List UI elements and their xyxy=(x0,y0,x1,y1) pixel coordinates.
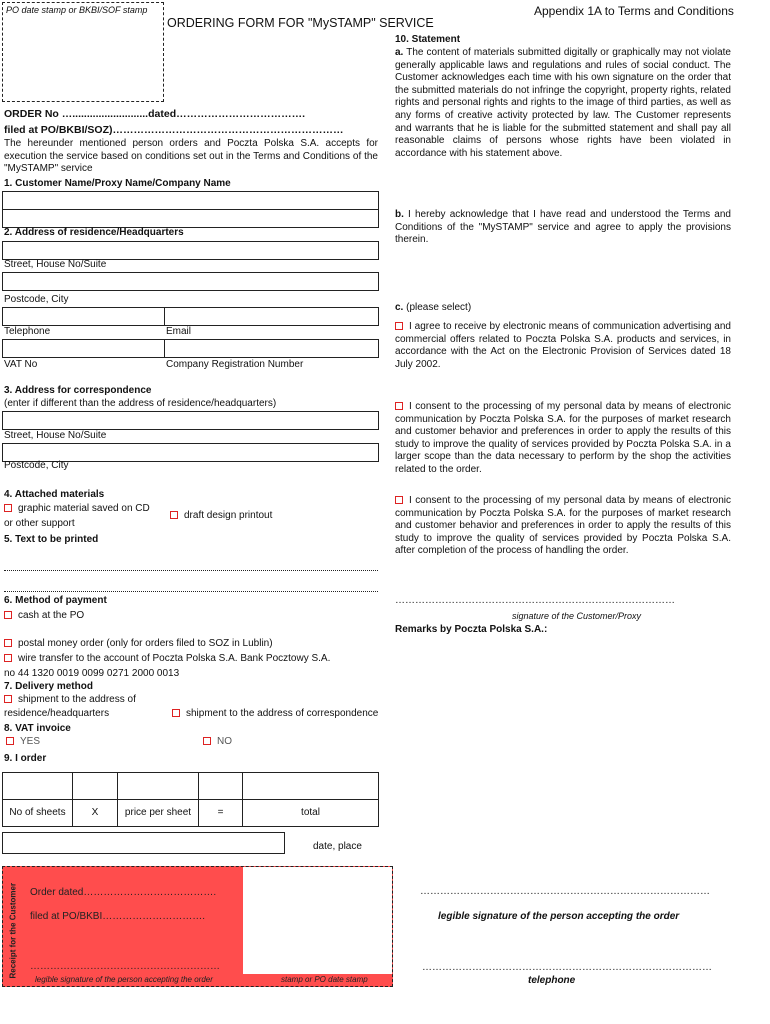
checkbox[interactable] xyxy=(6,737,14,745)
checkbox[interactable] xyxy=(172,709,180,717)
x-label: X xyxy=(91,807,99,818)
total-cell xyxy=(242,799,379,827)
checkbox[interactable] xyxy=(4,695,12,703)
postcode-label: Postcode, City xyxy=(4,294,69,305)
option-draft[interactable] xyxy=(170,510,272,521)
section-3-title: 3. Address for correspondence xyxy=(4,385,152,396)
street-label: Street, House No/Suite xyxy=(4,259,107,270)
text-line-1[interactable] xyxy=(4,570,378,571)
option-postal-order-label: postal money order (only for orders filed to SOZ in Lublin) xyxy=(18,638,273,649)
option-ship-residence-label-2: residence/headquarters xyxy=(4,708,110,719)
total-label: total xyxy=(301,807,320,818)
section-6-title: 6. Method of payment xyxy=(4,595,107,606)
vat-no-field[interactable] xyxy=(2,339,165,358)
statement-c-label: c. xyxy=(395,302,404,313)
option-draft-label: draft design printout xyxy=(184,510,273,521)
statement-a-text: The content of materials submitted digitally or graphically may not violate generally applicable laws and regulations and rules of social conduct. The Customer acknowledges each time with his own signature on the order that the submitted materials do not infringe the copyright, property rights, related rights and personal rights and rights to the image of third parties, as well as any forms of creative activity protected by law. The Customer represents and warrants that he is liable for the submitted statement and shall pay all reasonable claims of persons whose rights have been violated in accordance with his statement above. xyxy=(395,47,731,159)
checkbox[interactable] xyxy=(170,511,178,519)
filed-at-line: filed at PO/BKBI/SOZ)………………………………………………………… xyxy=(4,124,344,136)
option-cd-label: graphic material saved on CD xyxy=(18,503,150,514)
checkbox[interactable] xyxy=(395,322,403,330)
option-wire-label: wire transfer to the account of Poczta Polska S.A. Bank Pocztowy S.A. xyxy=(18,653,331,664)
intro-text: The hereunder mentioned person orders and Poczta Polska S.A. accepts for execution the service based on conditions set out in the Terms and Conditions of the "MySTAMP" service xyxy=(4,138,378,175)
option-ship-residence-label: shipment to the address of xyxy=(18,694,136,705)
date-place-label: date, place xyxy=(313,841,362,852)
customer-name-field-2[interactable] xyxy=(2,209,379,228)
receipt-legible-signature: legible signature of the person accepting the order xyxy=(35,975,213,984)
sheets-input[interactable] xyxy=(2,772,73,800)
checkbox[interactable] xyxy=(395,402,403,410)
price-cell xyxy=(117,799,199,827)
signature-label: signature of the Customer/Proxy xyxy=(512,611,642,621)
section-5-title: 5. Text to be printed xyxy=(4,534,99,545)
stamp-label: PO date stamp or BKBI/SOF stamp xyxy=(6,5,148,15)
option-vat-yes-label: YES xyxy=(20,736,41,747)
consent-1-text: I agree to receive by electronic means of communication advertising and commercial offers related to Poczta Polska S.A. products and services, in accordance with the Act on the Electronic Provision of Services dated 18 July 2002. xyxy=(395,321,731,370)
section-4-title: 4. Attached materials xyxy=(4,489,105,500)
option-vat-no[interactable] xyxy=(203,736,232,747)
receipt-dots: ………………………………………………… xyxy=(30,961,220,972)
form-title: ORDERING FORM FOR "MySTAMP" SERVICE xyxy=(167,16,434,30)
right-legible-signature: legible signature of the person accepting the order xyxy=(438,911,680,922)
option-vat-yes[interactable] xyxy=(6,736,40,747)
option-cd[interactable] xyxy=(4,503,150,514)
checkbox[interactable] xyxy=(395,496,403,504)
option-vat-no-label: NO xyxy=(217,736,232,747)
price-label: price per sheet xyxy=(124,807,192,818)
email-field[interactable] xyxy=(164,307,379,326)
statement-b xyxy=(395,209,731,247)
statement-b-text: I hereby acknowledge that I have read and understood the Terms and Conditions of the "MySTAMP" service and agree to apply the provisions therein. xyxy=(395,209,731,246)
remarks-label: Remarks by Poczta Polska S.A.: xyxy=(395,624,548,635)
section-8-title: 8. VAT invoice xyxy=(4,723,71,734)
consent-1[interactable] xyxy=(395,321,731,371)
consent-3[interactable] xyxy=(395,495,731,558)
option-cd-label-2: or other support xyxy=(4,518,75,529)
consent-3-text: I consent to the processing of my personal data by means of electronic communication by Poczta Polska S.A. for the purposes of market research and customer behavior and preferences in order to apply the results of this study to improve the quality of services provided by Poczta Polska S.A. after completion of the process of handling the order. xyxy=(395,495,731,557)
customer-name-field-1[interactable] xyxy=(2,191,379,210)
signature-dots[interactable]: ………………………………………………………………………… xyxy=(395,595,675,606)
vat-no-label: VAT No xyxy=(4,359,38,370)
consent-2[interactable] xyxy=(395,401,731,477)
option-wire[interactable] xyxy=(4,653,330,664)
total-input[interactable] xyxy=(242,772,379,800)
statement-c xyxy=(395,302,471,313)
telephone-label: Telephone xyxy=(4,326,51,337)
account-number: no 44 1320 0019 0099 0271 2000 0013 xyxy=(4,668,180,679)
option-cash[interactable] xyxy=(4,610,84,621)
section-9-title: 9. I order xyxy=(4,753,47,764)
consent-2-text: I consent to the processing of my personal data by means of electronic communication by Poczta Polska S.A. for the purposes of market research and customer behavior and preferences in order to apply the results of this study to improve the quality of services provided by Poczta Polska S.A. in a larger scope than the data necessary to perform by the shop the activities related to the order. xyxy=(395,401,731,475)
sheets-cell xyxy=(2,799,73,827)
section-7-title: 7. Delivery method xyxy=(4,681,93,692)
text-line-2[interactable] xyxy=(4,591,378,592)
section-1-title: 1. Customer Name/Proxy Name/Company Name xyxy=(4,178,231,189)
company-reg-field[interactable] xyxy=(164,339,379,358)
sheets-label: No of sheets xyxy=(9,807,66,818)
checkbox[interactable] xyxy=(4,639,12,647)
statement-b-label: b. xyxy=(395,209,404,220)
statement-c-text: (please select) xyxy=(406,302,472,313)
option-ship-correspondence-label: shipment to the address of correspondence xyxy=(186,708,379,719)
company-reg-label: Company Registration Number xyxy=(166,359,304,370)
receipt-order-dated: Order dated…………………………………. xyxy=(30,887,217,898)
checkbox[interactable] xyxy=(4,504,12,512)
telephone-field[interactable] xyxy=(2,307,165,326)
email-label: Email xyxy=(166,326,192,337)
eq-cell xyxy=(198,799,243,827)
receipt-stamp-label: stamp or PO date stamp xyxy=(281,975,368,984)
order-number-line: ORDER No …..........................dated………………………………. xyxy=(4,108,306,120)
street-field[interactable] xyxy=(2,241,379,260)
appendix-label: Appendix 1A to Terms and Conditions xyxy=(534,4,734,18)
section-2-title: 2. Address of residence/Headquarters xyxy=(4,227,184,238)
eq-label: = xyxy=(217,807,224,818)
option-postal-order[interactable] xyxy=(4,638,273,649)
option-ship-residence[interactable] xyxy=(4,694,136,705)
option-cash-label: cash at the PO xyxy=(18,610,85,621)
section-3-note: (enter if different than the address of residence/headquarters) xyxy=(4,398,277,409)
statement-a-label: a. xyxy=(395,47,404,58)
receipt-filed-at: filed at PO/BKBI…………………………. xyxy=(30,911,206,922)
receipt-box xyxy=(2,866,393,987)
x-cell xyxy=(72,799,118,827)
correspondence-street-field[interactable] xyxy=(2,411,379,430)
receipt-stamp-area xyxy=(243,867,392,974)
checkbox[interactable] xyxy=(203,737,211,745)
statement-title: 10. Statement xyxy=(395,34,461,45)
statement-a xyxy=(395,47,731,160)
receipt-side-label: Receipt for the Customer xyxy=(8,882,18,979)
eq-input xyxy=(198,772,243,800)
x-input xyxy=(72,772,118,800)
correspondence-street-label: Street, House No/Suite xyxy=(4,430,107,441)
price-input[interactable] xyxy=(117,772,199,800)
checkbox[interactable] xyxy=(4,654,12,662)
right-telephone-label: telephone xyxy=(528,975,576,986)
option-ship-correspondence[interactable] xyxy=(172,708,378,719)
date-place-field[interactable] xyxy=(2,832,285,854)
stamp-box xyxy=(2,2,164,102)
checkbox[interactable] xyxy=(4,611,12,619)
right-dots-1: …………………………………………………………………………… xyxy=(420,886,710,897)
postcode-field[interactable] xyxy=(2,272,379,291)
right-dots-2: …………………………………………………………………………… xyxy=(422,962,712,973)
correspondence-postcode-label: Postcode, City xyxy=(4,460,69,471)
